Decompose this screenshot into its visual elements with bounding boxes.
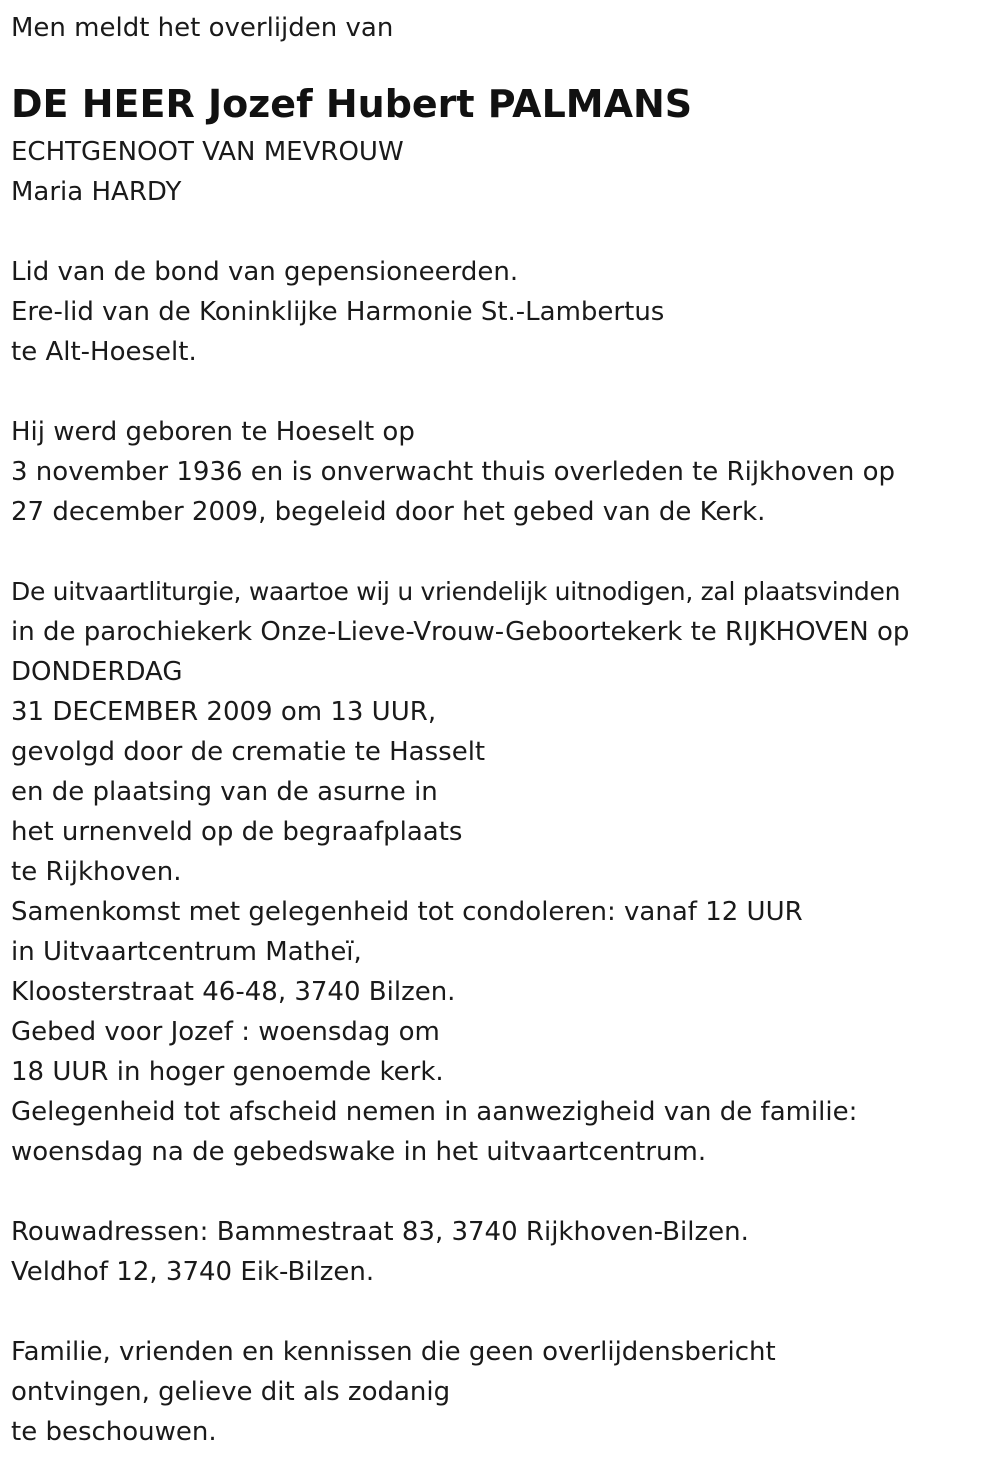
funeral-line: 18 UUR in hoger genoemde kerk. [11,1057,444,1087]
funeral-line: Gelegenheid tot afscheid nemen in aanwezigheid van de familie: [11,1097,858,1127]
address-line: Veldhof 12, 3740 Eik-Bilzen. [11,1257,375,1287]
death-notice [11,8,991,1452]
spacer [11,212,991,252]
funeral-line: woensdag na de gebedswake in het uitvaartcentrum. [11,1137,707,1167]
address-line: Rouwadressen: Bammestraat 83, 3740 Rijkhoven-Bilzen. [11,1217,749,1247]
funeral-line: en de plaatsing van de asurne in [11,777,438,807]
funeral-line: in de parochiekerk Onze-Lieve-Vrouw-Geboortekerk te RIJKHOVEN op [11,617,910,647]
closing-line: Familie, vrienden en kennissen die geen overlijdensbericht [11,1337,776,1367]
spacer [11,1292,991,1332]
intro-text: Men meldt het overlijden van [11,13,394,43]
spouse-line: ECHTGENOOT VAN MEVROUW [11,137,404,167]
membership-line: Ere-lid van de Koninklijke Harmonie St.-Lambertus [11,297,665,327]
funeral-block [11,572,991,1172]
funeral-line: in Uitvaartcentrum Matheï, [11,937,362,967]
spouse-name: Maria HARDY [11,177,182,207]
memberships-block [11,252,991,372]
spacer [11,532,991,572]
addresses-block [11,1212,991,1292]
funeral-line: te Rijkhoven. [11,857,182,887]
funeral-line: het urnenveld op de begraafplaats [11,817,463,847]
membership-line: te Alt-Hoeselt. [11,337,197,367]
spacer [11,1172,991,1212]
spouse-block [11,132,991,212]
funeral-line: Kloosterstraat 46-48, 3740 Bilzen. [11,977,456,1007]
spacer [11,372,991,412]
funeral-line: DONDERDAG [11,657,183,687]
birth-death-block [11,412,991,532]
birth-death-line: Hij werd geboren te Hoeselt op [11,417,415,447]
funeral-line: Gebed voor Jozef : woensdag om [11,1017,440,1047]
funeral-line: gevolgd door de crematie te Hasselt [11,737,486,767]
closing-line: ontvingen, gelieve dit als zodanig [11,1377,451,1407]
funeral-line: De uitvaartliturgie, waartoe wij u vriendelijk uitnodigen, zal plaatsvinden [11,577,901,606]
closing-block [11,1332,991,1452]
birth-death-line: 3 november 1936 en is onverwacht thuis overleden te Rijkhoven op [11,457,896,487]
funeral-line: Samenkomst met gelegenheid tot condoleren: vanaf 12 UUR [11,897,803,927]
deceased-name: DE HEER Jozef Hubert PALMANS [11,82,693,126]
birth-death-line: 27 december 2009, begeleid door het gebed van de Kerk. [11,497,766,527]
funeral-line: 31 DECEMBER 2009 om 13 UUR, [11,697,437,727]
membership-line: Lid van de bond van gepensioneerden. [11,257,519,287]
closing-line: te beschouwen. [11,1417,217,1447]
